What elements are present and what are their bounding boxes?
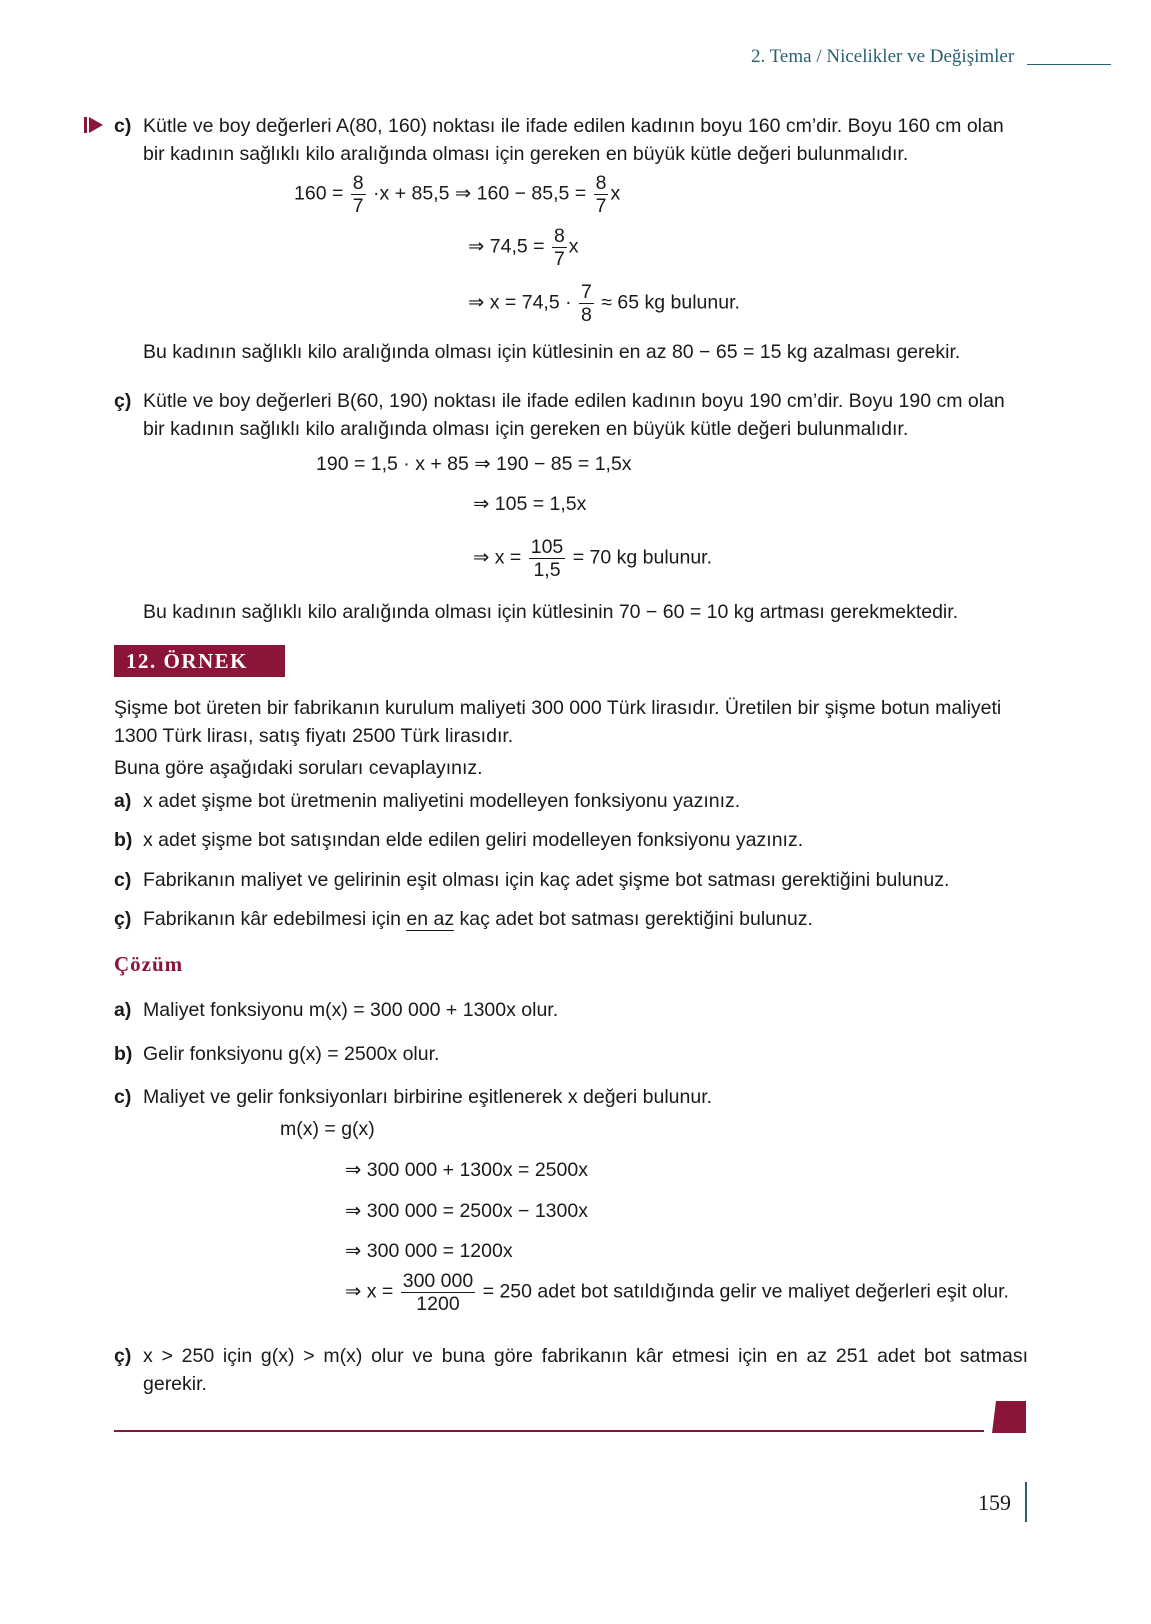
page-number: 159 <box>978 1490 1011 1515</box>
solution-c-equation-1: ⇒ 300 000 + 1300x = 2500x <box>345 1159 588 1181</box>
part-c-equation-2: ⇒ 74,5 = $\frac{8}{7}$ x <box>468 225 579 270</box>
question-cc-label: ç) <box>114 908 132 930</box>
solution-c-text: Maliyet ve gelir fonksiyonları birbirine eşitlenerek x değeri bulunur. <box>143 1086 713 1108</box>
bottom-rule <box>114 1430 984 1432</box>
play-marker-icon <box>84 116 104 134</box>
part-cc-conclusion: Bu kadının sağlıklı kilo aralığında olması için kütlesinin 70 − 60 = 10 kg artması gerekmektedir. <box>143 601 959 623</box>
question-c-text: Fabrikanın maliyet ve gelirinin eşit olması için kaç adet şişme bot satması gerektiğini bulunuz. <box>143 869 950 891</box>
emphasis-underline: en az <box>406 908 455 930</box>
solution-c-equation-4: ⇒ x = $\frac{300 000}{1200}$ = 250 adet bot satıldığında gelir ve maliyet değerleri eşit olur. <box>345 1270 1009 1315</box>
example-prompt: Buna göre aşağıdaki soruları cevaplayınız. <box>114 757 483 779</box>
question-b-text: x adet şişme bot satışından elde edilen geliri modelleyen fonksiyonu yazınız. <box>143 829 804 851</box>
part-c-equation-3: ⇒ x = 74,5 · $\frac{7}{8}$ ≈ 65 kg bulunur. <box>468 281 740 326</box>
solution-a-label: a) <box>114 999 132 1021</box>
part-c-label: c) <box>114 115 132 137</box>
part-c-conclusion: Bu kadının sağlıklı kilo aralığında olması için kütlesinin en az 80 − 65 = 15 kg azalması gerekir. <box>143 341 961 363</box>
solution-title: Çözüm <box>114 952 184 976</box>
section-end-block-icon <box>992 1401 1026 1433</box>
solution-b-label: b) <box>114 1043 133 1065</box>
page-number-rule <box>1025 1482 1027 1522</box>
header-rule <box>1027 64 1111 65</box>
question-c-label: c) <box>114 869 132 891</box>
solution-cc-text: x > 250 için g(x) > m(x) olur ve buna göre fabrikanın kâr etmesi için en az 251 adet bot satması gerekir. <box>143 1345 1028 1395</box>
solution-c-equation-2: ⇒ 300 000 = 2500x − 1300x <box>345 1200 588 1222</box>
part-c-text: Kütle ve boy değerleri A(80, 160) noktası ile ifade edilen kadının boyu 160 cm’dir. Boyu 160 cm olan bir kadının sağlıklı kilo aralığında olması için gereken en büyük kütle değeri bulunmalıdır. <box>143 115 1004 165</box>
header-title: 2. Tema / Nicelikler ve Değişimler <box>751 46 1015 67</box>
solution-a-text: Maliyet fonksiyonu m(x) = 300 000 + 1300x olur. <box>143 999 559 1021</box>
solution-c-equation-0: m(x) = g(x) <box>280 1118 375 1140</box>
part-cc-text: Kütle ve boy değerleri B(60, 190) noktası ile ifade edilen kadının boyu 190 cm’dir. Boyu 190 cm olan bir kadının sağlıklı kilo aralığında olması için gereken en büyük kütle değeri bulunmalıdır. <box>143 390 1005 440</box>
solution-c-equation-3: ⇒ 300 000 = 1200x <box>345 1240 513 1262</box>
solution-b-text: Gelir fonksiyonu g(x) = 2500x olur. <box>143 1043 440 1065</box>
question-cc-text: Fabrikanın kâr edebilmesi için en az kaç adet bot satması gerektiğini bulunuz. <box>143 908 813 930</box>
example-banner: 12. ÖRNEK <box>114 645 285 677</box>
solution-cc-label: ç) <box>114 1345 132 1367</box>
part-cc-equation-2: ⇒ 105 = 1,5x <box>473 493 587 515</box>
solution-c-label: c) <box>114 1086 132 1108</box>
part-cc-equation-1: 190 = 1,5 · x + 85 ⇒ 190 − 85 = 1,5x <box>316 453 632 475</box>
part-cc-equation-3: ⇒ x = $\frac{105}{1,5}$ = 70 kg bulunur. <box>473 536 713 581</box>
question-a-text: x adet şişme bot üretmenin maliyetini modelleyen fonksiyonu yazınız. <box>143 790 741 812</box>
part-cc-label: ç) <box>114 390 132 412</box>
example-intro: Şişme bot üreten bir fabrikanın kurulum maliyeti 300 000 Türk lirasıdır. Üretilen bir şişme botun maliyeti 1300 Türk lirası, satış fiyatı 2500 Türk lirasıdır. <box>114 697 1002 747</box>
part-c-equation-1: 160 = $\frac{8}{7}$ ·x + 85,5 ⇒ 160 − 85,5 = $\frac{8}{7}$ x <box>294 172 621 217</box>
question-a-label: a) <box>114 790 132 812</box>
question-b-label: b) <box>114 829 133 851</box>
